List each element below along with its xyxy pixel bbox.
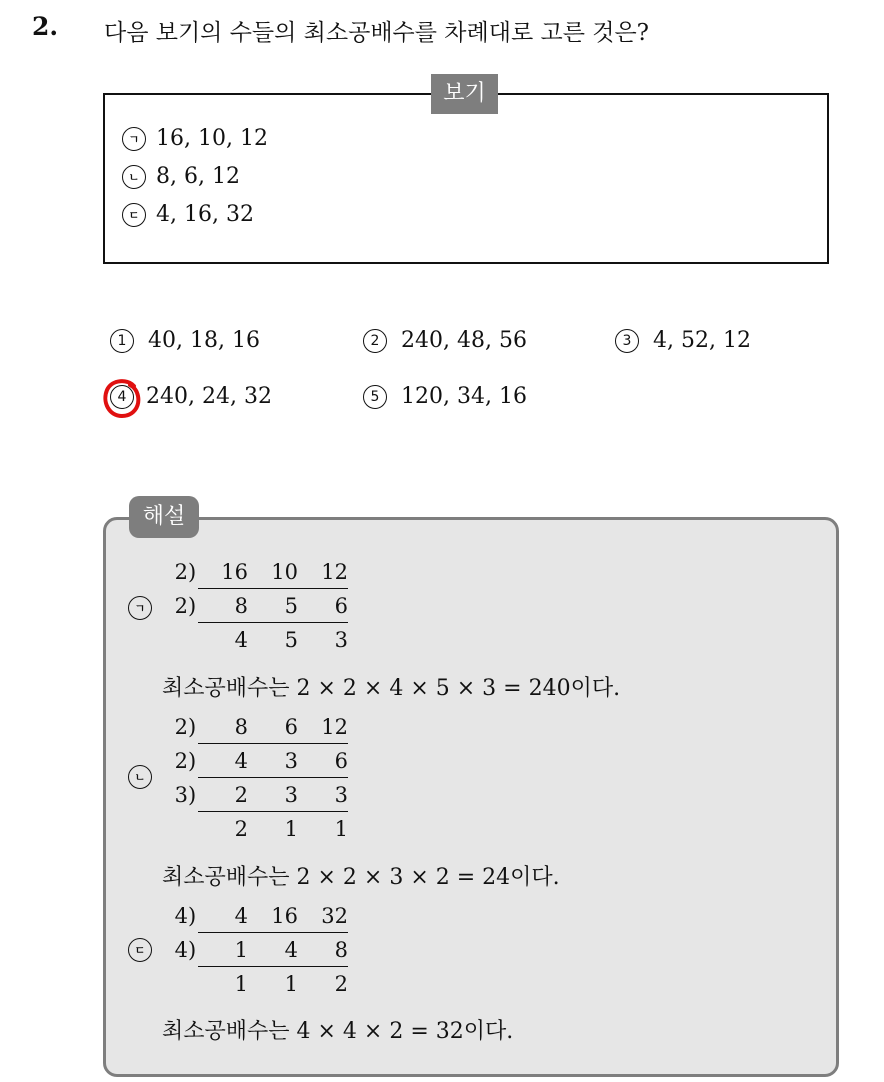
choice-text: 4, 52, 12	[653, 328, 751, 353]
choice-1[interactable]	[110, 328, 260, 353]
bogi-item-text: 8, 6, 12	[156, 164, 240, 189]
circled-nieun-mark: ㄴ	[128, 765, 152, 789]
answer-circle-mark	[100, 376, 146, 422]
division-row: 2 ) 16 10 12	[168, 555, 348, 589]
division-ladder-giyeok	[168, 555, 348, 657]
division-row: 4 ) 4 16 32	[168, 899, 348, 933]
circled-giyeok-mark: ㄱ	[122, 127, 146, 151]
division-row: 2 ) 4 3 6	[168, 744, 348, 778]
circled-nieun-mark: ㄴ	[122, 165, 146, 189]
division-result-row: 2 1 1	[234, 817, 348, 841]
division-ladder-nieun	[168, 710, 348, 846]
choice-text: 240, 48, 56	[401, 328, 527, 353]
division-result-row: 4 5 3	[234, 628, 348, 652]
choice-text: 120, 34, 16	[401, 384, 527, 409]
bogi-item-text: 16, 10, 12	[156, 126, 268, 151]
lcm-statement: 최소공배수는 2 × 2 × 3 × 2 = 24이다.	[162, 865, 560, 890]
choice-number: 3	[615, 329, 639, 353]
division-result-row: 1 1 2	[234, 972, 348, 996]
choice-number: 5	[363, 385, 387, 409]
solution-title: 해설	[129, 496, 199, 538]
choice-number: 4	[110, 385, 134, 409]
choice-number: 1	[110, 329, 134, 353]
question-text: 다음 보기의 수들의 최소공배수를 차례대로 고른 것은?	[104, 20, 649, 46]
bogi-item-text: 4, 16, 32	[156, 202, 254, 227]
bogi-item	[122, 126, 268, 151]
choice-number: 2	[363, 329, 387, 353]
lcm-statement: 최소공배수는 2 × 2 × 4 × 5 × 3 = 240이다.	[162, 676, 621, 701]
question-number: 2.	[32, 12, 59, 41]
division-row: 2 ) 8 5 6	[168, 589, 348, 623]
choice-4[interactable]	[110, 384, 272, 409]
division-row: 4 ) 1 4 8	[168, 933, 348, 967]
circled-giyeok-mark: ㄱ	[128, 596, 152, 620]
choice-3[interactable]	[615, 328, 751, 353]
bogi-item	[122, 202, 254, 227]
bogi-title: 보기	[431, 74, 498, 114]
division-ladder-digeut	[168, 899, 348, 1001]
choice-text: 40, 18, 16	[148, 328, 260, 353]
lcm-statement: 최소공배수는 4 × 4 × 2 = 32이다.	[162, 1019, 514, 1044]
choice-text: 240, 24, 32	[146, 384, 272, 409]
division-row: 2 ) 8 6 12	[168, 710, 348, 744]
bogi-item	[122, 164, 240, 189]
division-row: 3 ) 2 3 3	[168, 778, 348, 812]
choice-5[interactable]	[363, 384, 527, 409]
circled-digeut-mark: ㄷ	[122, 203, 146, 227]
choice-2[interactable]	[363, 328, 527, 353]
circled-digeut-mark: ㄷ	[128, 938, 152, 962]
